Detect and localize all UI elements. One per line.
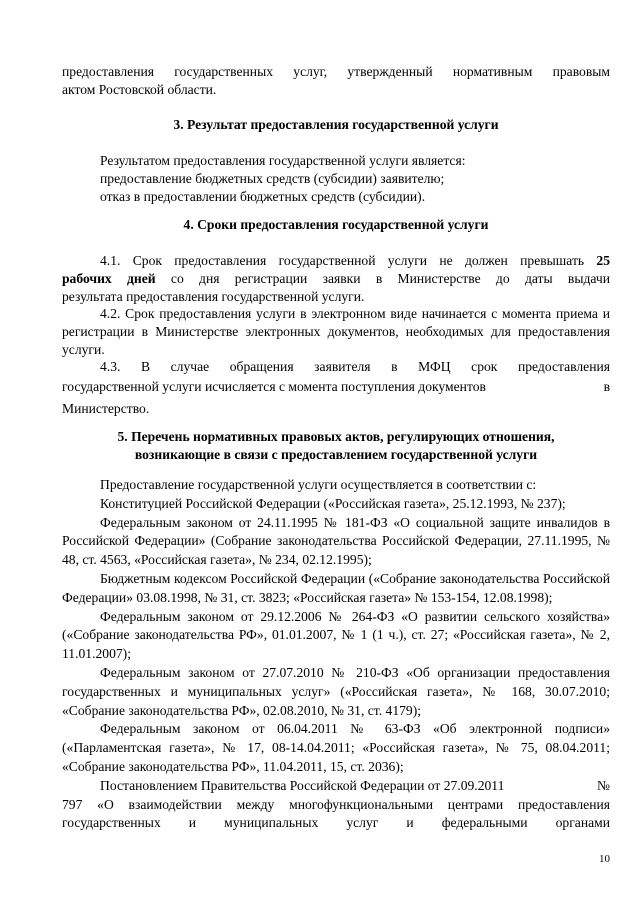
s5-last-line-1: Постановлением Правительства Российской Федерации от 27.09.2011 № (100, 777, 610, 793)
s5-last-line-2: 797 «О взаимодействии между многофункциональными центрами предоставления (62, 796, 610, 812)
page-number: 10 (599, 853, 610, 865)
section-5-heading-line-2: возникающие в связи с предоставлением государственной услуги (134, 447, 538, 462)
s4-p1-line-2: рабочих дней со дня регистрации заявки в Министерстве до даты выдачи (62, 271, 610, 286)
s4-p1-line-3: результата предоставления государственной услуги. (62, 289, 365, 304)
s5-last-line-3: государственных и муниципальных услуг и федеральными органами (62, 815, 610, 831)
section-4-heading: 4. Сроки предоставления государственной услуги (183, 217, 489, 232)
section-4-paragraph-1 (62, 252, 610, 306)
s5-paragraph-7: Федеральным законом от 06.04.2011 № 63-ФЗ «Об электронной подписи» («Парламентская газета», № 17, 08-14.04.2011; «Российская газета», № 75, 08.04.2011; «Собрание законодательства РФ», 11.04.2011, 15, ст. 2036); (62, 721, 610, 774)
s5-paragraph-5: Федеральным законом от 29.12.2006 № 264-ФЗ «О развитии сельского хозяйства» («Собрание законодательства РФ», 01.01.2007, № 1 (1 ч.), ст. 27; «Российская газета», № 2, 11.01.2007); (62, 608, 610, 662)
section-5-body (62, 476, 610, 833)
s5-paragraph-2: Конституцией Российской Федерации («Российская газета», 25.12.1993, № 237); (100, 495, 566, 511)
section-4-paragraph-2: 4.2. Срок предоставления услуги в электронном виде начинается с момента приема и регистрации в Министерстве электронных документов, необходимых для предоставления услуги. (62, 306, 610, 357)
section-3-line-3: отказ в предоставлении бюджетных средств (субсидии). (100, 189, 426, 204)
s5-paragraph-1: Предоставление государственной услуги осуществляется в соответствии с: (100, 477, 537, 492)
s4-p3-line-3: Министерство. (62, 401, 150, 416)
section-3-line-1: Результатом предоставления государственной услуги является: (100, 153, 466, 168)
section-4-paragraph-3 (62, 358, 610, 420)
section-3-line-2: предоставление бюджетных средств (субсидии) заявителю; (100, 171, 445, 186)
intro-line-1: предоставления государственных услуг, утвержденный нормативным правовым (62, 64, 610, 79)
section-3-heading: 3. Результат предоставления государственной услуги (173, 117, 499, 132)
section-5-heading-line-1: 5. Перечень нормативных правовых актов, регулирующих отношения, (117, 429, 555, 444)
s5-paragraph-4: Бюджетным кодексом Российской Федерации («Собрание законодательства Российской Федерации» 03.08.1998, № 31, ст. 3823; «Российская газета» № 153-154, 12.08.1998); (62, 570, 610, 605)
intro-line-2: актом Ростовской области. (62, 82, 217, 97)
s4-p3-line-1: 4.3. В случае обращения заявителя в МФЦ срок предоставления (100, 359, 610, 374)
s4-p3-line-2: государственной услуги исчисляется с момента поступления документов в (62, 379, 610, 394)
s5-paragraph-3: Федеральным законом от 24.11.1995 № 181-ФЗ «О социальной защите инвалидов в Российской Федерации» (Собрание законодательства Российской Федерации, 27.11.1995, № 48, ст. 4563, «Российская газета», № 234, 02.12.1995); (62, 514, 610, 568)
intro-paragraph (62, 63, 610, 99)
s5-paragraph-6: Федеральным законом от 27.07.2010 № 210-ФЗ «Об организации предоставления государственных и муниципальных услуг» («Российская газета», № 168, 30.07.2010; «Собрание законодательства РФ», 02.08.2010, № 31, ст. 4179); (62, 664, 610, 718)
s4-p1-line-1: 4.1. Срок предоставления государственной услуги не должен превышать 25 (100, 253, 610, 268)
